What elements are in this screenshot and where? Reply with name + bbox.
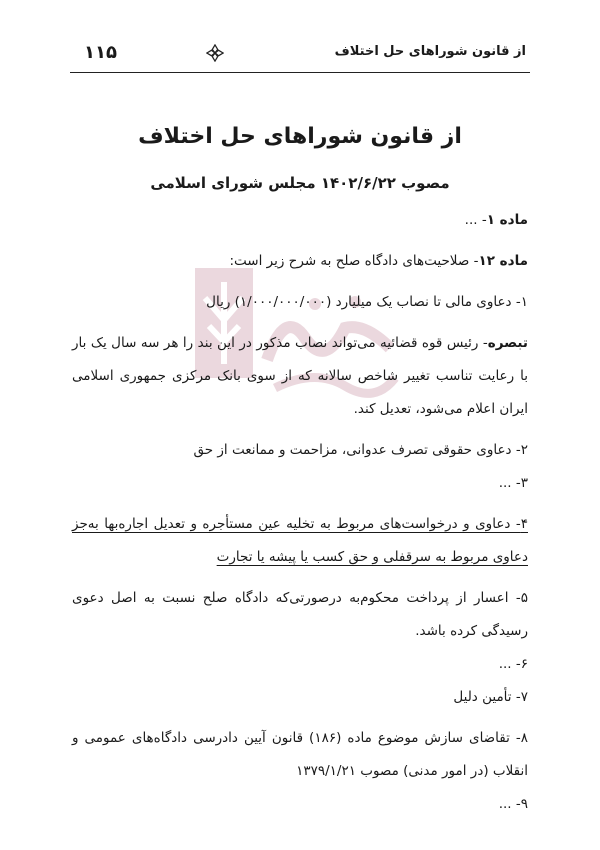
note-text: - رئیس قوه قضائیه می‌تواند نصاب مذکور در این بند را هر سه سال یک بار با رعایت تناسب تغییر شاخص سالانه که از سوی بانک مرکزی جمهوری اسلامی ایران اعلام می‌شود، تعدیل کند. xyxy=(72,335,528,417)
four-petal-ornament-icon xyxy=(206,44,224,62)
page-number: ۱۱۵ xyxy=(84,42,117,63)
article-12 xyxy=(72,245,528,278)
clause-2: ۲- دعاوی حقوقی تصرف عدوانی، مزاحمت و ممانعت از حق xyxy=(193,442,528,458)
clause-6: ۶- ... xyxy=(498,656,528,672)
page-subtitle: مصوب ۱۴۰۲/۶/۲۲ مجلس شورای اسلامی xyxy=(150,174,450,192)
note-label: تبصره xyxy=(487,335,528,351)
article-12-label: ماده ۱۲ xyxy=(478,253,528,269)
clause-5: ۵- اعسار از پرداخت محکوم‌به درصورتی‌که دادگاه صلح نسبت به اصل دعوی رسیدگی کرده باشد. xyxy=(72,590,528,639)
clause-3: ۳- ... xyxy=(498,475,528,491)
document-body xyxy=(72,204,528,821)
clause-7: ۷- تأمین دلیل xyxy=(453,689,528,705)
clause-8: ۸- تقاضای سازش موضوع ماده (۱۸۶) قانون آیین دادرسی دادگاه‌های عمومی و انقلاب (در امور مدنی) مصوب ۱۳۷۹/۱/۲۱ xyxy=(72,730,528,779)
article-1-text: - ... xyxy=(464,212,487,228)
clause-4: ۴- دعاوی و درخواست‌های مربوط به تخلیه عین مستأجره و تعدیل اجاره‌بها به‌جز دعاوی مربوط به سرقفلی و حق کسب یا پیشه یا تجارت xyxy=(72,516,528,565)
article-12-text: - صلاحیت‌های دادگاه صلح به شرح زیر است: xyxy=(229,253,479,269)
page-header xyxy=(70,38,530,73)
running-title: از قانون شوراهای حل اختلاف xyxy=(334,44,526,59)
clause-9: ۹- ... xyxy=(498,796,528,812)
page-title: از قانون شوراهای حل اختلاف xyxy=(138,124,462,149)
article-1-label: ماده ۱ xyxy=(486,212,528,228)
clause-1: ۱- دعاوی مالی تا نصاب یک میلیارد (۱/۰۰۰/۰۰۰/۰۰۰) ریال xyxy=(206,294,528,310)
note-paragraph xyxy=(72,327,528,426)
article-1 xyxy=(72,204,528,237)
